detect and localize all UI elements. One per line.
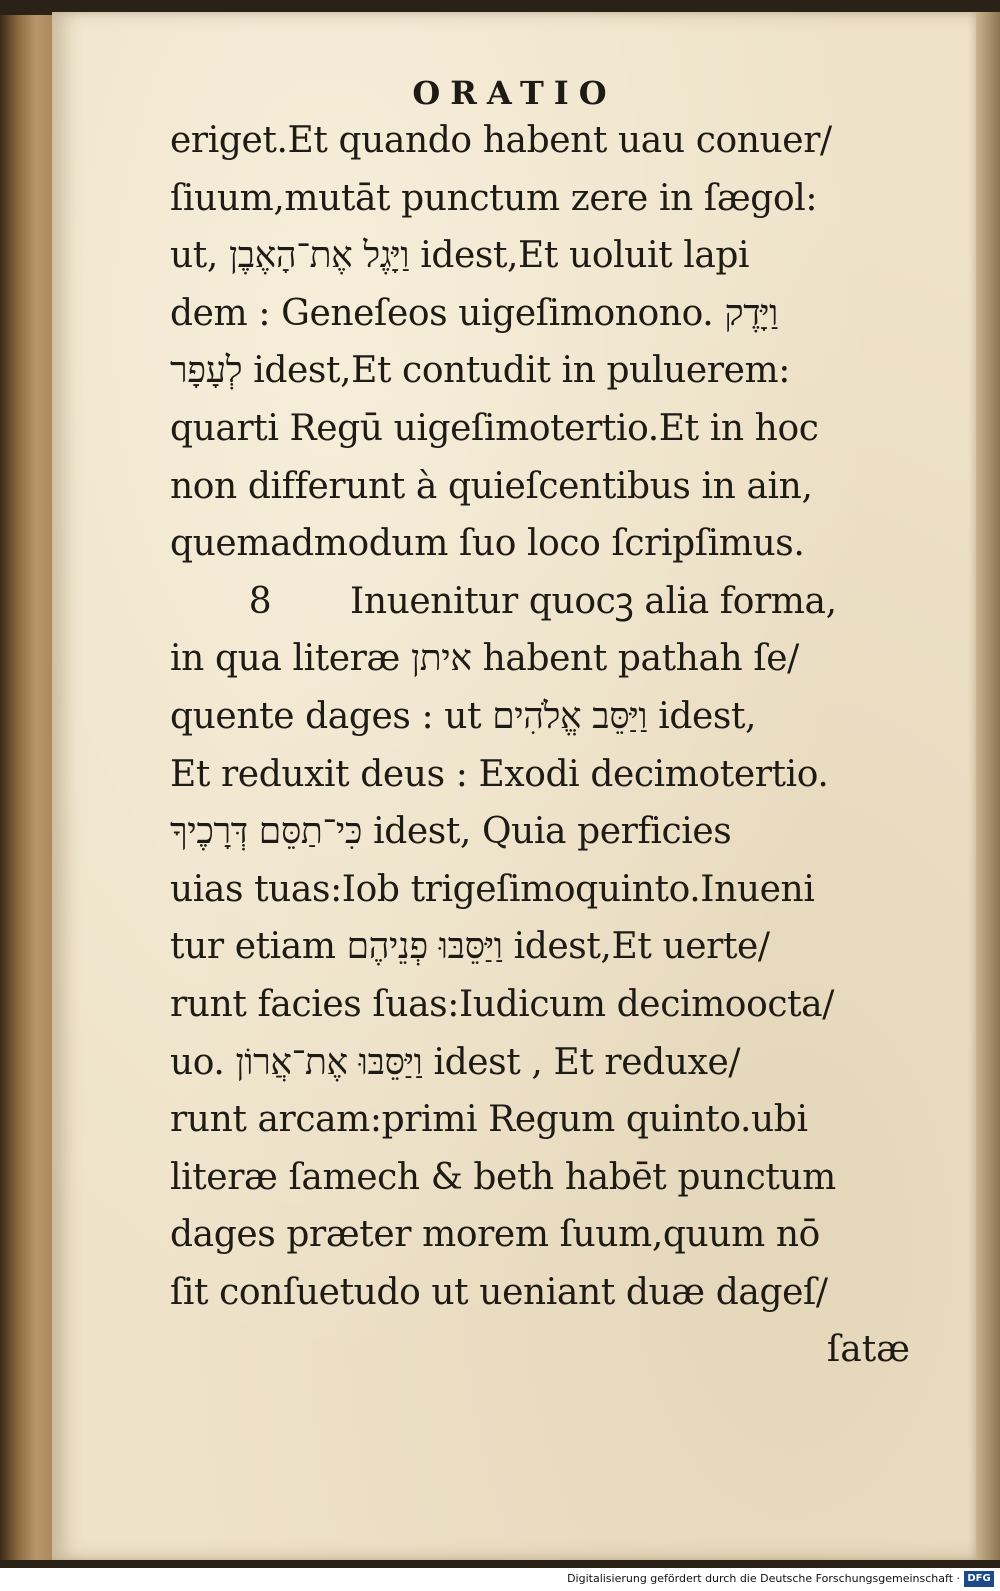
text-line: runt facies ſuas:Iudicum decimoocta/ bbox=[170, 983, 834, 1025]
running-header: ORATIO bbox=[412, 74, 617, 112]
text-line: literæ ſamech & beth habēt punctum bbox=[170, 1156, 836, 1198]
text-line: Et reduxit deus : Exodi decimotertio. bbox=[170, 753, 829, 795]
dfg-logo: DFG bbox=[964, 1571, 994, 1587]
text-line: non differunt à quieſcentibus in ain, bbox=[170, 465, 813, 507]
text-line: uias tuas:Iob trigeſimoquinto.Inueni bbox=[170, 868, 815, 910]
text-line: כִּי־תַסֵּם דְּרָכֶיךָ idest, Quia perficies bbox=[170, 811, 732, 853]
section-number: 8 bbox=[248, 580, 272, 622]
footer-bar bbox=[0, 1568, 1000, 1591]
page-edge bbox=[976, 12, 1000, 1560]
text-line: ſiuum,mutāt punctum zere in ſægol: bbox=[170, 177, 818, 219]
text-line: runt arcam:primi Regum quinto.ubi bbox=[170, 1099, 808, 1141]
funding-credit: Digitalisierung gefördert durch die Deutsche Forschungsgemeinschaft · bbox=[567, 1572, 960, 1585]
text-line: dages præter morem ſuum,quum nō bbox=[170, 1214, 820, 1256]
text-line: ſit conſuetudo ut ueniant duæ dageſ/ bbox=[170, 1271, 828, 1313]
section-text: Inuenitur quocꝫ alia forma, bbox=[350, 580, 837, 622]
text-line: quarti Regū uigeſimotertio.Et in hoc bbox=[170, 407, 819, 449]
text-line: quemadmodum ſuo loco ſcripſimus. bbox=[170, 523, 805, 565]
text-line: dem : Geneſeos uigeſimonono. וַיָּדֶק bbox=[170, 292, 778, 334]
text-line: tur etiam וַיַּסֵּבּוּ פְנֵיהֶם idest,Et uerte/ bbox=[170, 926, 770, 968]
section-first-line bbox=[170, 573, 930, 631]
catchword: ſatæ bbox=[826, 1329, 910, 1371]
text-block bbox=[170, 112, 930, 1379]
book-spine-edge bbox=[0, 15, 60, 1560]
text-line: eriget.Et quando habent uau conuer/ bbox=[170, 120, 832, 161]
text-line: ut, וַיָּגֶל אֶת־הָאֶבֶן idest,Et uoluit lapi bbox=[170, 235, 750, 277]
text-line: in qua literæ איתן habent pathah ſe/ bbox=[170, 638, 799, 680]
text-line: לְעָפָר idest,Et contudit in puluerem: bbox=[170, 350, 790, 392]
text-line: uo. וַיַּסֵּבּוּ אֶת־אֲרוֹן idest , Et reduxe/ bbox=[170, 1041, 741, 1083]
text-line: quente dages : ut וַיַּסֵּב אֱלֹהִים idest, bbox=[170, 695, 757, 737]
